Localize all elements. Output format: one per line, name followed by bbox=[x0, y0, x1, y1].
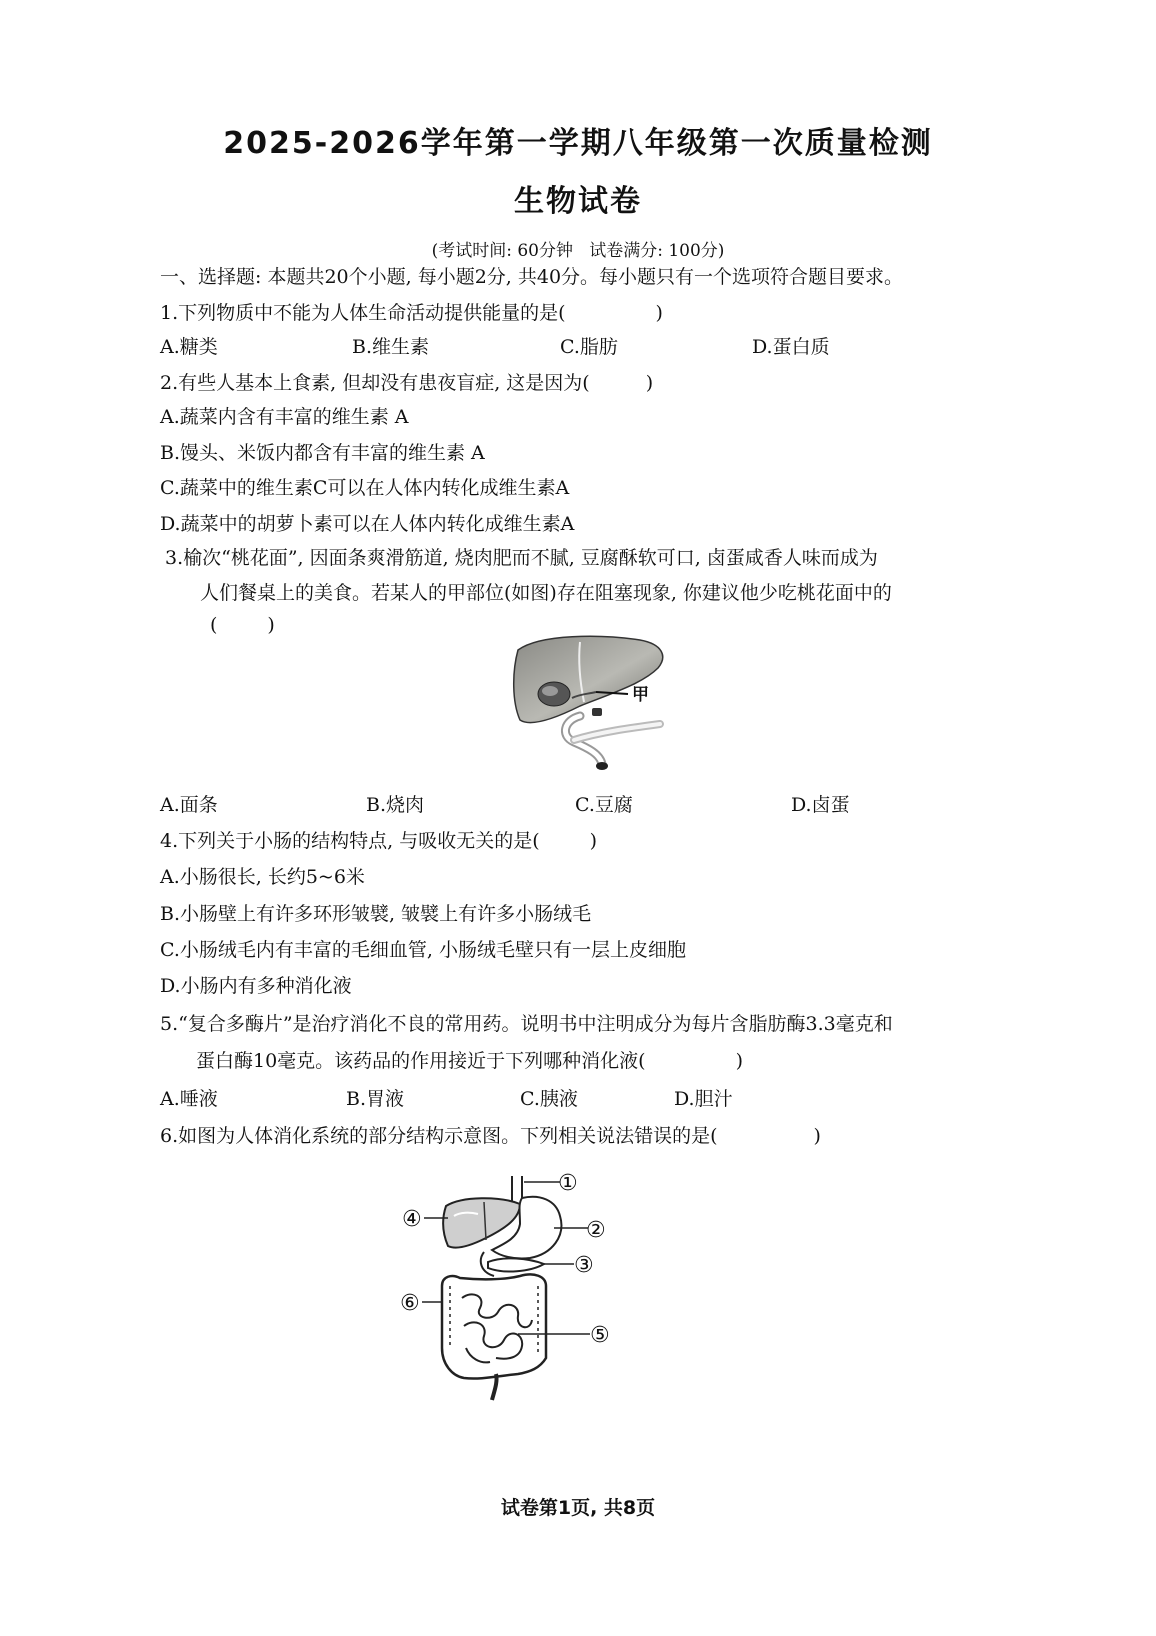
q5-option-c[interactable]: C.胰液 bbox=[520, 1088, 578, 1110]
q5-option-d[interactable]: D.胆汁 bbox=[674, 1088, 733, 1110]
question-6-close: ) bbox=[813, 1125, 821, 1147]
liver-figure bbox=[510, 632, 680, 772]
question-5-stem-1: 5.“复合多酶片”是治疗消化不良的常用药。说明书中注明成分为每片含脂肪酶3.3毫克和 bbox=[160, 1013, 893, 1035]
question-6-stem bbox=[160, 1121, 821, 1148]
q1-option-b[interactable]: B.维生素 bbox=[352, 336, 430, 358]
label-2: ② bbox=[586, 1218, 606, 1243]
label-6: ⑥ bbox=[400, 1291, 420, 1316]
exam-title: 2025-2026学年第一学期八年级第一次质量检测 bbox=[223, 126, 933, 161]
label-1: ① bbox=[558, 1171, 578, 1196]
exam-meta bbox=[0, 236, 1156, 261]
q5-option-a[interactable]: A.唾液 bbox=[160, 1088, 218, 1110]
q2-option-b[interactable]: B.馒头、米饭内都含有丰富的维生素 A bbox=[160, 442, 485, 464]
q2-option-a[interactable]: A.蔬菜内含有丰富的维生素 A bbox=[160, 406, 409, 428]
label-jia: 甲 bbox=[632, 685, 649, 705]
q3-option-c[interactable]: C.豆腐 bbox=[575, 794, 633, 816]
question-2-text: 2.有些人基本上食素, 但却没有患夜盲症, 这是因为( bbox=[160, 372, 590, 394]
question-5-stem-2 bbox=[196, 1046, 743, 1073]
digestive-system-figure bbox=[400, 1168, 620, 1408]
question-5-close: ) bbox=[735, 1050, 744, 1072]
label-4: ④ bbox=[402, 1207, 422, 1232]
section-heading: 一、选择题: 本题共20个小题, 每小题2分, 共40分。每小题只有一个选项符合题目要求。 bbox=[160, 266, 904, 288]
question-3-stem-1: 3.榆次“桃花面”, 因面条爽滑筋道, 烧肉肥而不腻, 豆腐酥软可口, 卤蛋咸香人味而成为 bbox=[165, 547, 878, 569]
q3-option-b[interactable]: B.烧肉 bbox=[366, 794, 425, 816]
q4-option-d[interactable]: D.小肠内有多种消化液 bbox=[160, 975, 352, 997]
label-3: ③ bbox=[574, 1253, 594, 1278]
q5-option-b[interactable]: B.胃液 bbox=[346, 1088, 405, 1110]
question-4-text: 4.下列关于小肠的结构特点, 与吸收无关的是( bbox=[160, 830, 540, 852]
question-1-text: 1.下列物质中不能为人体生命活动提供能量的是( bbox=[160, 302, 566, 324]
question-5-text: 蛋白酶10毫克。该药品的作用接近于下列哪种消化液( bbox=[196, 1050, 646, 1072]
q4-option-a[interactable]: A.小肠很长, 长约5~6米 bbox=[160, 866, 365, 888]
exam-time: (考试时间: 60分钟 bbox=[431, 241, 573, 261]
q1-option-c[interactable]: C.脂肪 bbox=[560, 336, 618, 358]
q4-option-b[interactable]: B.小肠壁上有许多环形皱襞, 皱襞上有许多小肠绒毛 bbox=[160, 903, 592, 925]
q4-option-c[interactable]: C.小肠绒毛内有丰富的毛细血管, 小肠绒毛壁只有一层上皮细胞 bbox=[160, 939, 686, 961]
q1-option-a[interactable]: A.糖类 bbox=[160, 336, 218, 358]
pancreas-shape bbox=[488, 1258, 544, 1271]
question-3-stem-2: 人们餐桌上的美食。若某人的甲部位(如图)存在阻塞现象, 你建议他少吃桃花面中的 bbox=[200, 582, 892, 604]
q3-option-d[interactable]: D.卤蛋 bbox=[791, 794, 850, 816]
question-3-close: ) bbox=[267, 614, 275, 636]
liver-shape bbox=[514, 636, 663, 722]
large-intestine-shape bbox=[442, 1274, 546, 1378]
question-3-open: ( bbox=[210, 614, 218, 636]
exam-full-score: 试卷满分: 100分) bbox=[589, 241, 725, 261]
question-1-stem bbox=[160, 298, 663, 325]
question-2-close: ) bbox=[645, 372, 654, 394]
label-5: ⑤ bbox=[590, 1323, 610, 1348]
exam-subtitle: 生物试卷 bbox=[514, 184, 642, 219]
question-2-stem bbox=[160, 368, 653, 395]
question-6-text: 6.如图为人体消化系统的部分结构示意图。下列相关说法错误的是( bbox=[160, 1125, 718, 1147]
small-intestine-shape bbox=[462, 1294, 532, 1362]
page-number: 试卷第1页, 共8页 bbox=[500, 1497, 656, 1519]
question-4-close: ) bbox=[589, 830, 598, 852]
esophagus-shape bbox=[512, 1176, 522, 1202]
question-4-stem bbox=[160, 826, 597, 853]
question-1-close: ) bbox=[655, 302, 663, 324]
question-3-stem-3 bbox=[210, 614, 275, 636]
q2-option-d[interactable]: D.蔬菜中的胡萝卜素可以在人体内转化成维生素A bbox=[160, 513, 575, 535]
q2-option-c[interactable]: C.蔬菜中的维生素C可以在人体内转化成维生素A bbox=[160, 477, 570, 499]
q3-option-a[interactable]: A.面条 bbox=[160, 794, 218, 816]
q1-option-d[interactable]: D.蛋白质 bbox=[752, 336, 830, 358]
